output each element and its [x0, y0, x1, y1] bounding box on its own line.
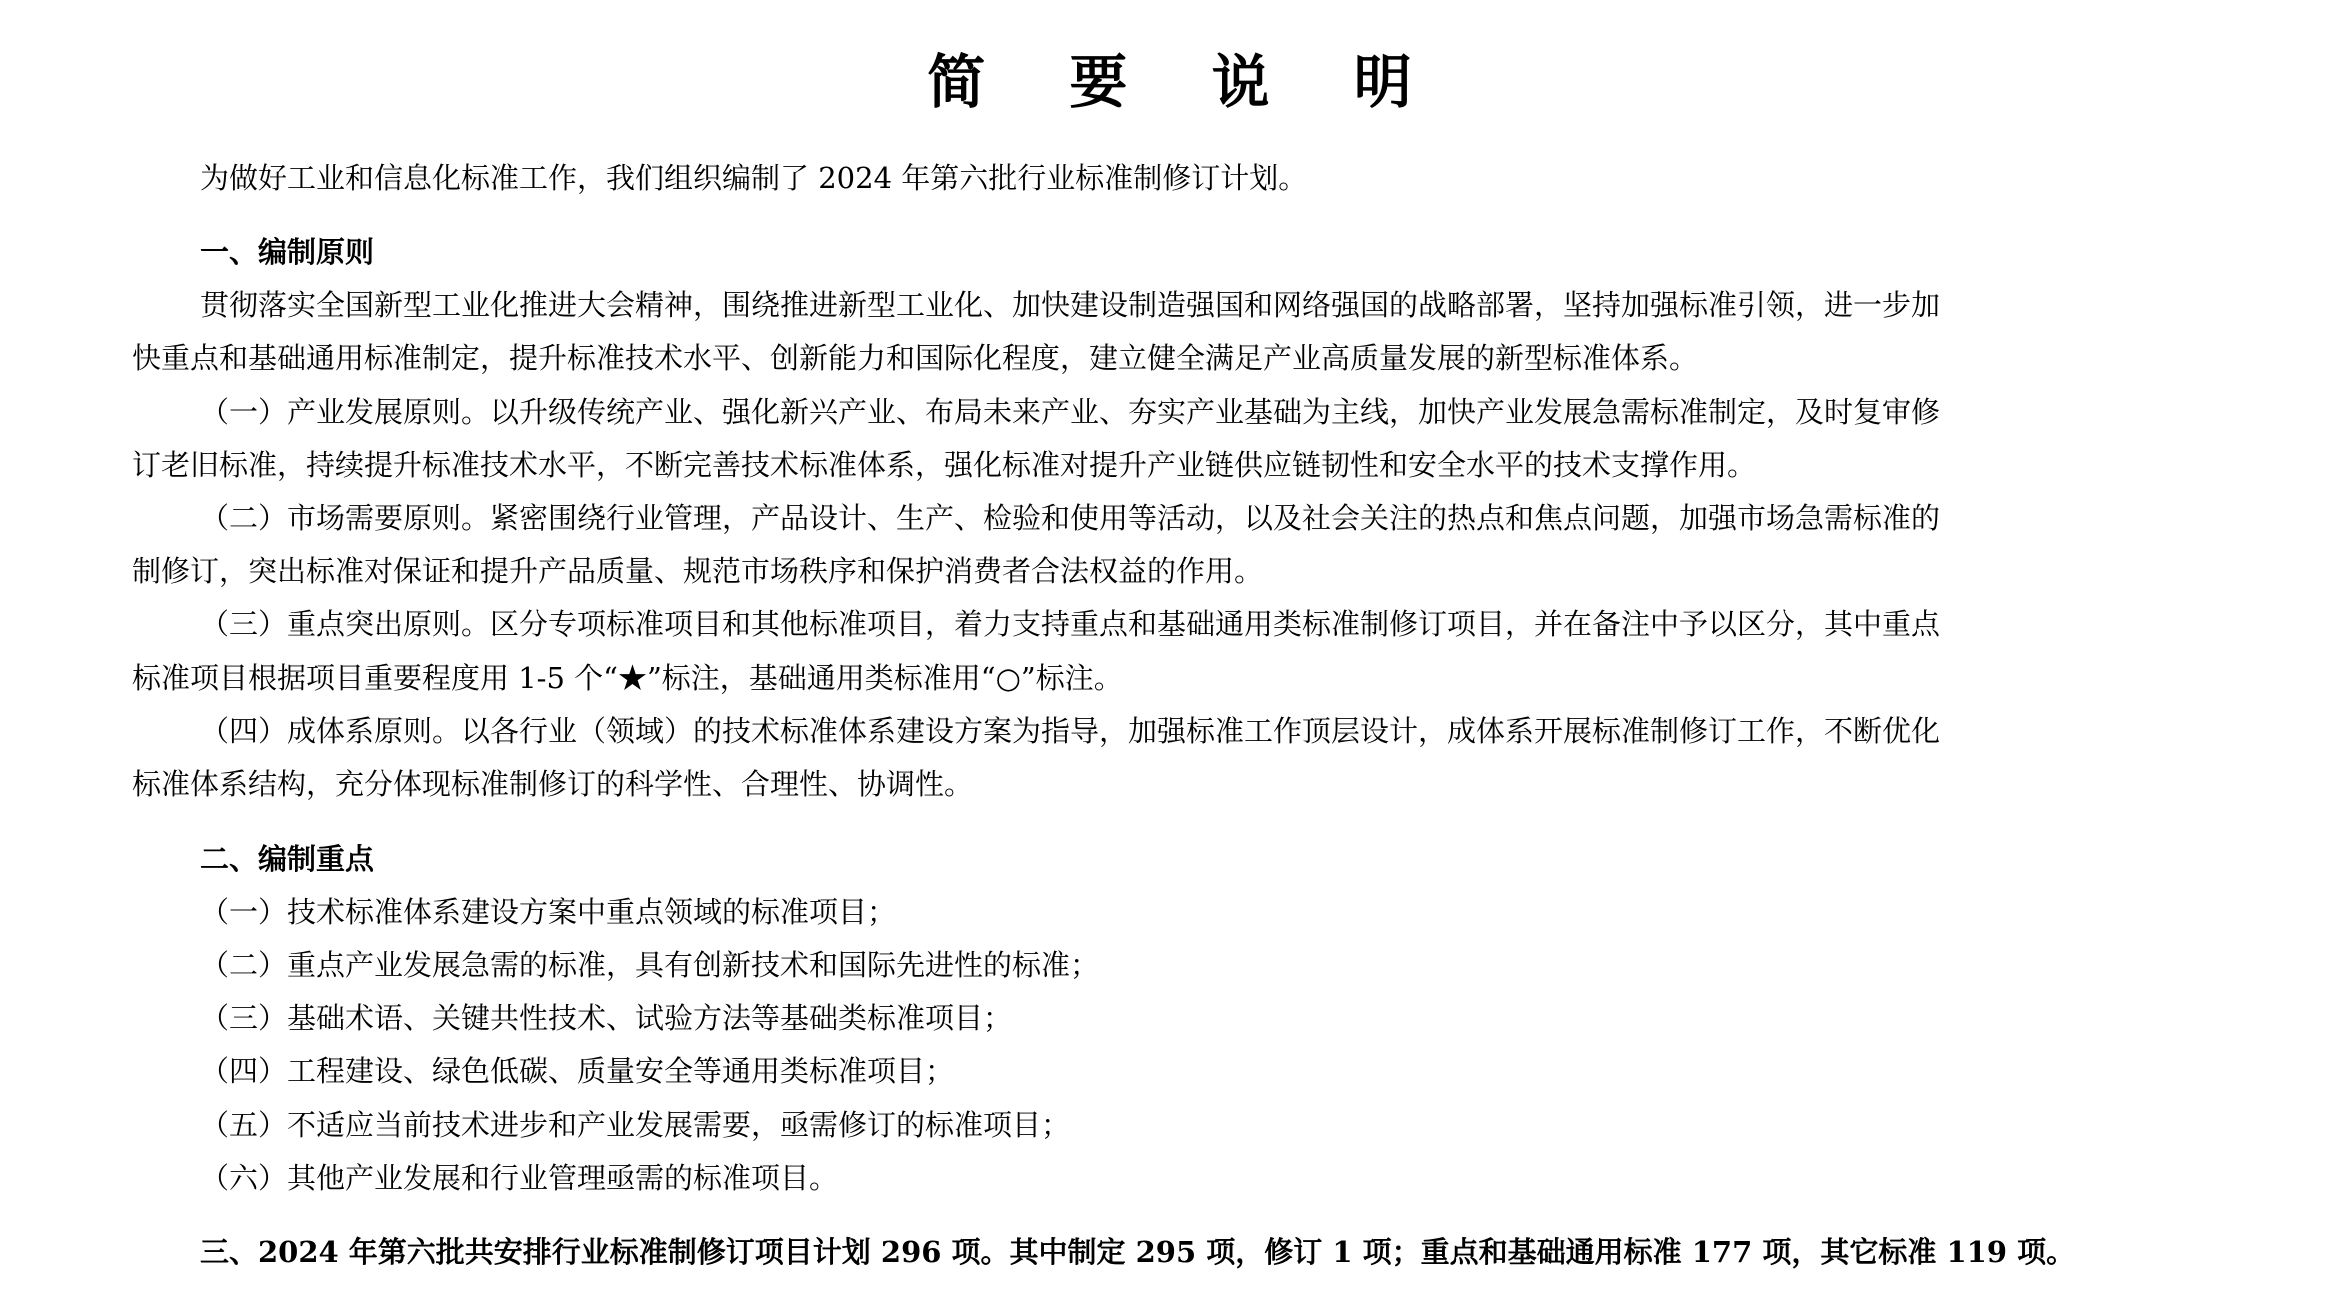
focus-principle-line: 标准项目根据项目重要程度用 1-5 个“★”标注，基础通用类标准用“○”标注。 [132, 661, 1123, 695]
focus-list-item: （三）基础术语、关键共性技术、试验方法等基础类标准项目； [200, 1001, 1013, 1035]
focus-list-item: （五）不适应当前技术进步和产业发展需要，亟需修订的标准项目； [200, 1108, 1071, 1142]
plan-summary: 三、2024 年第六批共安排行业标准制修订项目计划 296 项。其中制定 295 项，修订 1 项；重点和基础通用标准 177 项，其它标准 119 项。 [200, 1235, 2076, 1269]
system-principle-line: 标准体系结构，充分体现标准制修订的科学性、合理性、协调性。 [132, 767, 974, 801]
industry-principle-line: （一）产业发展原则。以升级传统产业、强化新兴产业、布局未来产业、夯实产业基础为主线，加快产业发展急需标准制定，及时复审修 [200, 395, 1941, 429]
principles-paragraph-line: 快重点和基础通用标准制定，提升标准技术水平、创新能力和国际化程度，建立健全满足产业高质量发展的新型标准体系。 [132, 341, 1699, 375]
section-heading-focus: 二、编制重点 [200, 842, 375, 876]
intro-paragraph: 为做好工业和信息化标准工作，我们组织编制了 2024 年第六批行业标准制修订计划。 [200, 161, 1308, 195]
principles-paragraph-line: 贯彻落实全国新型工业化推进大会精神，围绕推进新型工业化、加快建设制造强国和网络强国的战略部署，坚持加强标准引领，进一步加 [200, 288, 1941, 322]
industry-principle-line: 订老旧标准，持续提升标准技术水平，不断完善技术标准体系，强化标准对提升产业链供应链韧性和安全水平的技术支撑作用。 [132, 448, 1757, 482]
market-principle-line: （二）市场需要原则。紧密围绕行业管理，产品设计、生产、检验和使用等活动，以及社会关注的热点和焦点问题，加强市场急需标准的 [200, 501, 1941, 535]
focus-list-item: （四）工程建设、绿色低碳、质量安全等通用类标准项目； [200, 1054, 955, 1088]
focus-list-item: （六）其他产业发展和行业管理亟需的标准项目。 [200, 1161, 839, 1195]
page-title: 简 要 说 明 [927, 48, 1444, 116]
focus-list-item: （一）技术标准体系建设方案中重点领域的标准项目； [200, 895, 897, 929]
section-heading-principles: 一、编制原则 [200, 235, 375, 269]
focus-principle-line: （三）重点突出原则。区分专项标准项目和其他标准项目，着力支持重点和基础通用类标准制修订项目，并在备注中予以区分，其中重点 [200, 607, 1941, 641]
focus-list-item: （二）重点产业发展急需的标准，具有创新技术和国际先进性的标准； [200, 948, 1100, 982]
market-principle-line: 制修订，突出标准对保证和提升产品质量、规范市场秩序和保护消费者合法权益的作用。 [132, 554, 1264, 588]
system-principle-line: （四）成体系原则。以各行业（领域）的技术标准体系建设方案为指导，加强标准工作顶层设计，成体系开展标准制修订工作，不断优化 [200, 714, 1941, 748]
